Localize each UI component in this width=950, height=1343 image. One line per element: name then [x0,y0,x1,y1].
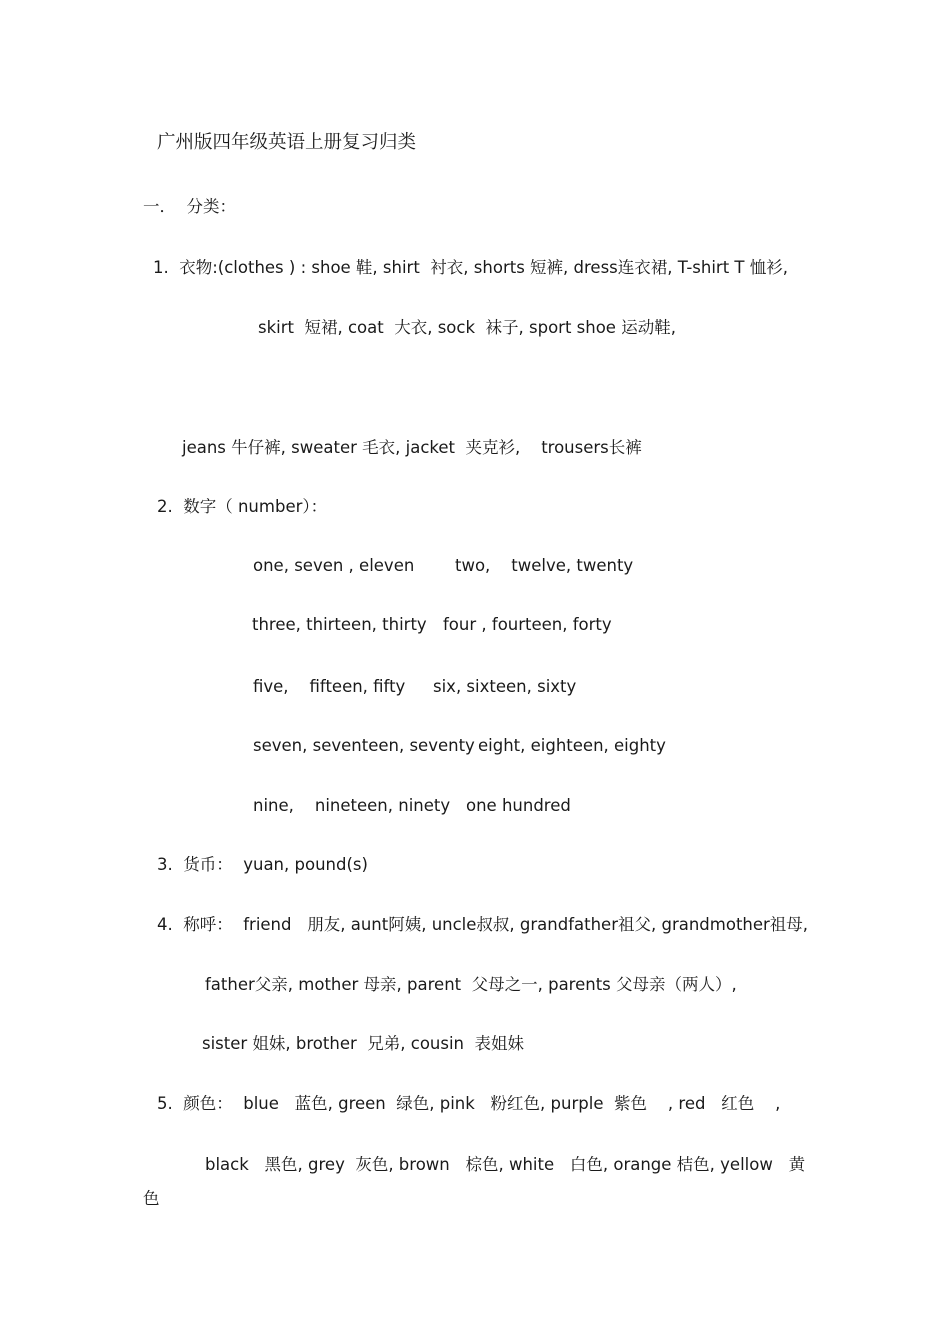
numbers-row-1-left: one, seven , eleven [253,556,415,575]
colors-line-3: 色 [143,1189,160,1208]
numbers-row-2-right: four , fourteen, forty [443,615,612,634]
clothes-line-2: skirt 短裙, coat 大衣, sock 袜子, sport shoe 运动鞋, [258,318,676,337]
numbers-row-2-left: three, thirteen, thirty [252,615,427,634]
numbers-heading: 2. 数字（ number）： [157,497,328,516]
address-line-3: sister 姐妹, brother 兄弟, cousin 表姐妹 [202,1034,524,1053]
address-line-1: 4. 称呼： friend 朋友, aunt阿姨, uncle叔叔, grandfather祖父, grandmother祖母, [157,915,809,934]
numbers-row-3-right: six, sixteen, sixty [433,677,577,696]
colors-line-1: 5. 颜色： blue 蓝色, green 绿色, pink 粉红色, purple 紫色 , red 红色 , [157,1094,781,1113]
colors-line-2: black 黑色, grey 灰色, brown 棕色, white 白色, orange 桔色, yellow 黄 [205,1155,806,1174]
numbers-row-5-left: nine, nineteen, ninety [253,796,451,815]
currency-line: 3. 货币： yuan, pound(s) [157,855,368,874]
numbers-row-4-left: seven, seventeen, seventy [253,736,475,755]
section-heading: 一． 分类： [143,197,236,216]
page-title: 广州版四年级英语上册复习归类 [157,132,417,153]
numbers-row-5-right: one hundred [466,796,571,815]
clothes-line-1: 1. 衣物:(clothes ) : shoe 鞋, shirt 衬衣, shorts 短裤, dress连衣裙, T-shirt T 恤衫, [153,258,788,277]
numbers-row-3-left: five, fifteen, fifty [253,677,406,696]
address-line-2: father父亲, mother 母亲, parent 父母之一, parents 父母亲（两人）, [205,975,737,994]
numbers-row-4-right: eight, eighteen, eighty [478,736,666,755]
clothes-line-3: jeans 牛仔裤, sweater 毛衣, jacket 夹克衫, trousers长裤 [182,438,642,457]
numbers-row-1-right: two, twelve, twenty [455,556,634,575]
